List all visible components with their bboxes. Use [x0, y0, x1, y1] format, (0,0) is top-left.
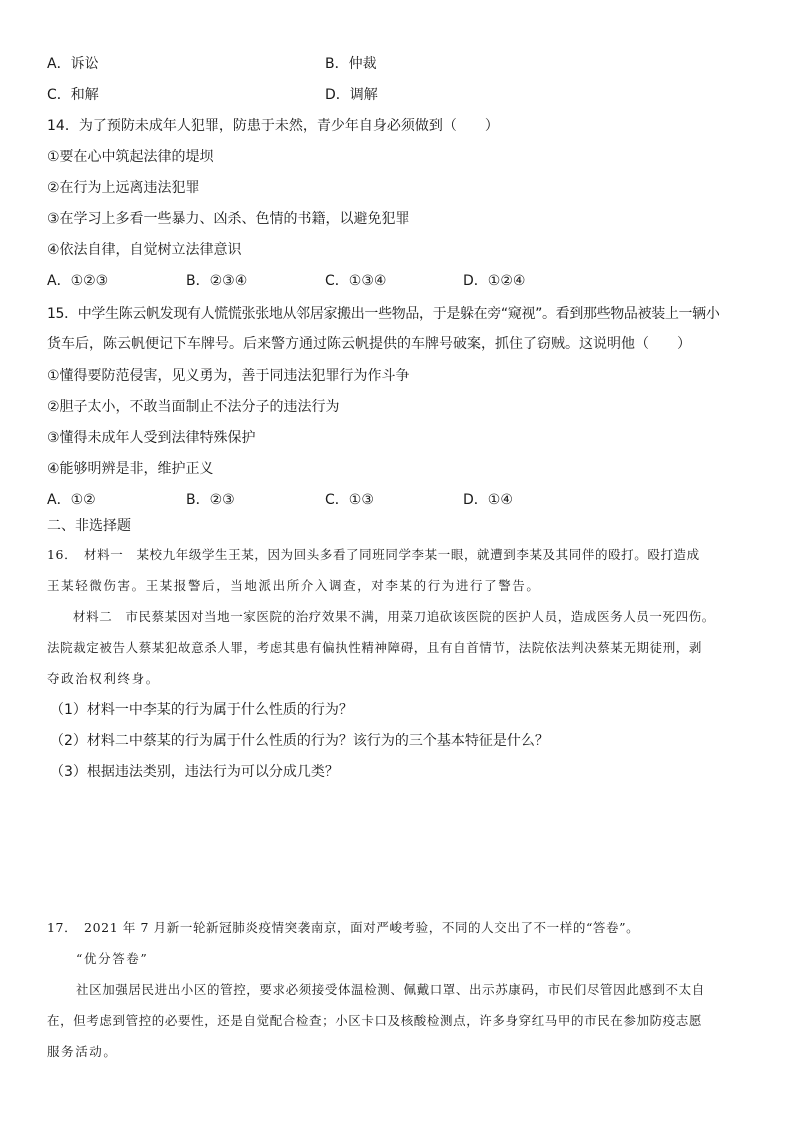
- q13-option-d: D．调解: [325, 87, 378, 103]
- q16-material-line-3: 材料二 市民蔡某因对当地一家医院的治疗效果不满，用菜刀追砍该医院的医护人员，造成医务人员一死四伤。: [73, 609, 715, 624]
- q15-stem-line-1: 15．中学生陈云帆发现有人慌慌张张地从邻居家搬出一些物品，于是躲在旁“窥视”。看到那些物品被装上一辆小: [47, 306, 720, 322]
- q13-option-b: B．仲裁: [325, 56, 377, 72]
- q17-paragraph-line-2: 在，但考虑到管控的必要性，还是自觉配合检查；小区卡口及核酸检测点，许多身穿红马甲的市民在参加防疫志愿: [47, 1013, 703, 1028]
- q16-subquestion-3: （3）根据违法类别，违法行为可以分成几类？: [50, 764, 339, 780]
- q14-item-1: ①要在心中筑起法律的堤坝: [47, 149, 214, 165]
- q15-option-a: A．①②: [47, 492, 96, 508]
- q17-paragraph-line-1: 社区加强居民进出小区的管控，要求必须接受体温检测、佩戴口罩、出示苏康码，市民们尽管因此感到不太自: [76, 982, 705, 997]
- q16-subquestion-1: （1）材料一中李某的行为属于什么性质的行为？: [50, 702, 353, 718]
- q13-option-a: A．诉讼: [47, 56, 99, 72]
- q14-option-d: D．①②④: [463, 273, 526, 289]
- q16-material-line-1: 16． 材料一 某校九年级学生王某，因为回头多看了同班同学李某一眼，就遭到李某及其同伴的殴打。殴打造成: [47, 547, 700, 562]
- q17-intro: 17． 2021 年 7 月新一轮新冠肺炎疫情突袭南京，面对严峻考验，不同的人交出了不一样的“答卷”。: [47, 920, 640, 935]
- q15-item-1: ①懂得要防范侵害，见义勇为，善于同违法犯罪行为作斗争: [47, 368, 410, 384]
- q14-item-4: ④依法自律，自觉树立法律意识: [47, 242, 242, 258]
- q14-item-3: ③在学习上多看一些暴力、凶杀、色情的书籍，以避免犯罪: [47, 211, 410, 227]
- q13-option-c: C．和解: [47, 87, 99, 103]
- q16-subquestion-2: （2）材料二中蔡某的行为属于什么性质的行为？该行为的三个基本特征是什么？: [50, 733, 549, 749]
- section-heading: 二、非选择题: [47, 518, 131, 534]
- q14-option-c: C．①③④: [325, 273, 387, 289]
- q14-option-a: A．①②③: [47, 273, 109, 289]
- q15-item-3: ③懂得未成年人受到法律特殊保护: [47, 430, 256, 446]
- q15-option-d: D．①④: [463, 492, 513, 508]
- q15-stem-line-2: 货车后，陈云帆便记下车牌号。后来警方通过陈云帆提供的车牌号破案，抓住了窃贼。这说明他（ ）: [47, 336, 691, 352]
- q17-answer-heading: “优分答卷”: [76, 951, 149, 966]
- q14-item-2: ②在行为上远离违法犯罪: [47, 180, 200, 196]
- q15-item-4: ④能够明辨是非，维护正义: [47, 461, 214, 477]
- q15-option-c: C．①③: [325, 492, 374, 508]
- q15-option-b: B．②③: [186, 492, 235, 508]
- q16-material-line-5: 夺政治权利终身。: [47, 671, 160, 686]
- q15-item-2: ②胆子太小，不敢当面制止不法分子的违法行为: [47, 399, 340, 415]
- q14-stem: 14．为了预防未成年人犯罪，防患于未然，青少年自身必须做到（ ）: [47, 118, 499, 134]
- q14-option-b: B．②③④: [186, 273, 248, 289]
- q16-material-line-4: 法院裁定被告人蔡某犯故意杀人罪，考虑其患有偏执性精神障碍，且有自首情节，法院依法判决蔡某无期徒刑，剥: [47, 640, 703, 655]
- q17-paragraph-line-3: 服务活动。: [47, 1044, 118, 1059]
- q16-material-line-2: 王某轻微伤害。王某报警后，当地派出所介入调查，对李某的行为进行了警告。: [47, 578, 541, 593]
